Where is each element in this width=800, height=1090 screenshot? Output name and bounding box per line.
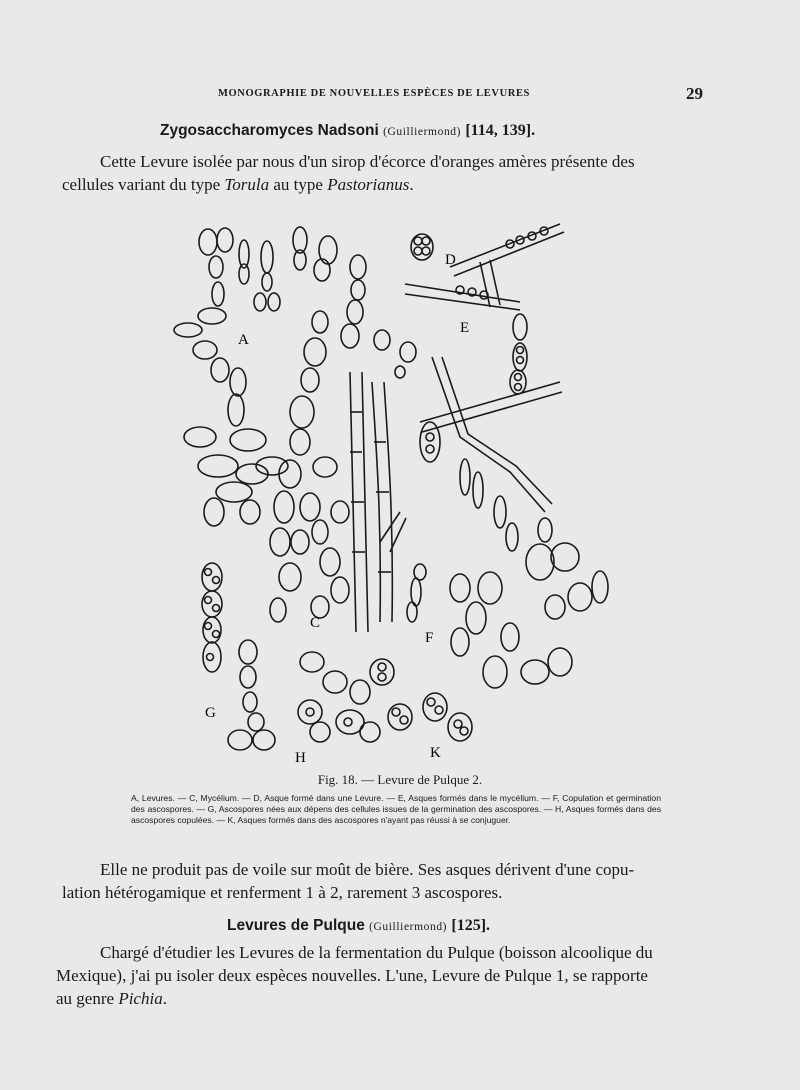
mycelium-c [350, 372, 406, 632]
author-name: (Guilliermond) [383, 126, 462, 138]
figure-legend: A, Levures. — C, Mycélium. — D, Asque formé dans une Levure. — E, Asques formés dans le mycélium. — F, Copulation et germination des ascospores. — G, Ascospores nées aux dépens des cellules issues de la germination des ascospores. — H, Asques formés dans des ascospores copulées. — K, Asques formés dans des ascospores n'ayant pas réussi à se conjuguer. [131, 793, 661, 825]
page-number: 29 [686, 84, 703, 103]
figure-caption: Fig. 18. — Levure de Pulque 2. [317, 772, 483, 787]
reference-numbers: [114, 139]. [465, 122, 536, 139]
ascus-d [411, 234, 433, 260]
author-name: (Guilliermond) [369, 921, 448, 933]
figure-label-k: K [430, 745, 441, 761]
figure-label-e: E [460, 320, 470, 336]
cells-group-a [174, 227, 337, 526]
yeast-figure [160, 212, 620, 767]
paragraph-line: Mexique), j'ai pu isoler deux espèces nouvelles. L'une, Levure de Pulque 1, se rapporte [56, 966, 648, 985]
paragraph-line: au genre Pichia. [56, 989, 167, 1008]
reference-numbers: [125]. [451, 917, 491, 934]
paragraph-pulque [56, 941, 726, 1010]
figure-label-d: D [445, 252, 456, 268]
running-title: MONOGRAPHIE DE NOUVELLES ESPÈCES DE LEVURES [218, 88, 530, 99]
type-pastorianus: Pastorianus [327, 175, 410, 194]
section-heading-zygosaccharomyces [160, 120, 535, 140]
paragraph-line: Chargé d'étudier les Levures de la fermentation du Pulque (boisson alcoolique du [100, 943, 653, 962]
paragraph-line: lation hétérogamique et renferment 1 à 2, rarement 3 ascospores. [62, 883, 503, 902]
asci-e [374, 224, 564, 551]
species-name: Zygosaccharomyces Nadsoni [160, 122, 379, 139]
paragraph-line: Elle ne produit pas de voile sur moût de bière. Ses asques dérivent d'une copu- [100, 860, 635, 879]
section-heading-pulque [227, 915, 490, 935]
paragraph-line: cellules variant du type Torula au type Pastorianus. [62, 175, 414, 194]
figure-label-c: C [310, 615, 321, 631]
figure-label-h: H [295, 750, 306, 766]
asci-h [298, 652, 394, 742]
genus-torula: Torula [224, 175, 270, 194]
section-name: Levures de Pulque [227, 917, 365, 934]
genus-pichia: Pichia [118, 989, 163, 1008]
ascospores-g [202, 563, 275, 750]
figure-label-g: G [205, 705, 216, 721]
asci-k [388, 693, 472, 741]
paragraph-line: Cette Levure isolée par nous d'un sirop d'écorce d'oranges amères présente des [100, 152, 635, 171]
running-head [0, 86, 800, 106]
paragraph-veil [62, 858, 722, 904]
figure-label-a: A [238, 332, 249, 348]
figure-label-f: F [425, 630, 434, 646]
paragraph-intro [62, 150, 708, 196]
copulation-f [407, 543, 608, 688]
